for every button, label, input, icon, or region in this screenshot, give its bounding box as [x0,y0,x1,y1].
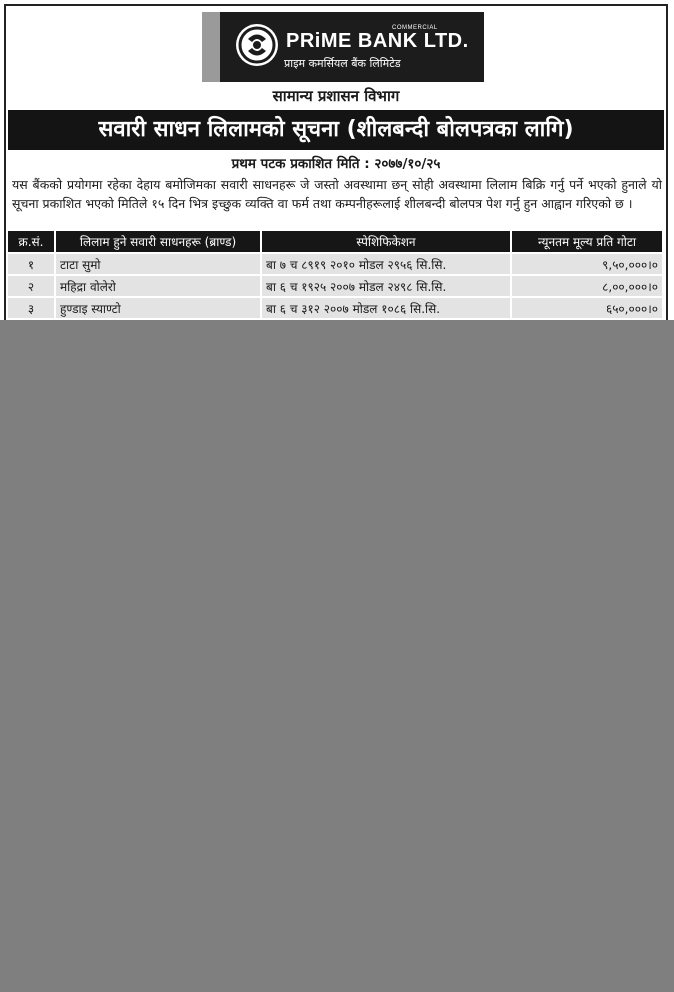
table-row [8,298,662,318]
redaction-overlay [0,320,674,992]
table-row [8,254,662,274]
logo-name: PRiME BANK LTD. [286,30,469,52]
row-vehicle: टाटा सुमो [56,254,262,274]
row-price: ९,५०,०००।० [512,254,662,274]
department-heading: सामान्य प्रशासन विभाग [272,87,400,105]
row-serial: २ [8,276,56,296]
row-specification: बा ७ च ८९१९ २०१० मोडल २९५६ सि.सि. [262,254,512,274]
row-price: ६५०,०००।० [512,298,662,318]
row-serial: ३ [8,298,56,318]
header-specification: स्पेशिफिकेशन [262,231,512,252]
table-row [8,276,662,296]
row-specification: बा ६ च ३१२ २००७ मोडल १०८६ सि.सि. [262,298,512,318]
bank-logo [202,12,484,82]
notice-title: सवारी साधन लिलामको सूचना (शीलबन्दी बोलपत्रका लागि) [8,110,664,150]
logo-commercial: COMMERCIAL [392,25,438,31]
header-minimum-price: न्यूनतम मूल्य प्रति गोटा [512,231,662,252]
logo-grey-band [202,12,220,82]
bank-emblem-icon [236,24,278,66]
row-vehicle: महिद्रा वोलेरो [56,276,262,296]
row-price: ८,००,०००।० [512,276,662,296]
row-specification: बा ६ च १९२५ २००७ मोडल २४९८ सि.सि. [262,276,512,296]
header-vehicle: लिलाम हुने सवारी साधनहरू (ब्राण्ड) [56,231,262,252]
row-vehicle: हुण्डाइ स्याण्टो [56,298,262,318]
logo-devanagari-name: प्राइम कमर्सियल बैंक लिमिटेड [284,57,401,70]
notice-body: यस बैंकको प्रयोगमा रहेका देहाय बमोजिमका सवारी साधनहरू जे जस्तो अवस्थामा छन् सोही अवस्थामा लिलाम बिक्रि गर्नु पर्ने भएको हुनाले यो सूचना प्रकाशित भएको मितिले १५ दिन भित्र इच्छुक व्यक्ति वा फर्म तथा कम्पनीहरूलाई शीलबन्दी बोलपत्र पेश गर्नु हुन आह्वान गरिएको छ । [12,177,662,211]
row-serial: १ [8,254,56,274]
header-serial: क्र.सं. [8,231,56,252]
table-header-row [8,231,662,252]
publication-date: प्रथम पटक प्रकाशित मिति : २०७७/१०/२५ [231,156,441,172]
